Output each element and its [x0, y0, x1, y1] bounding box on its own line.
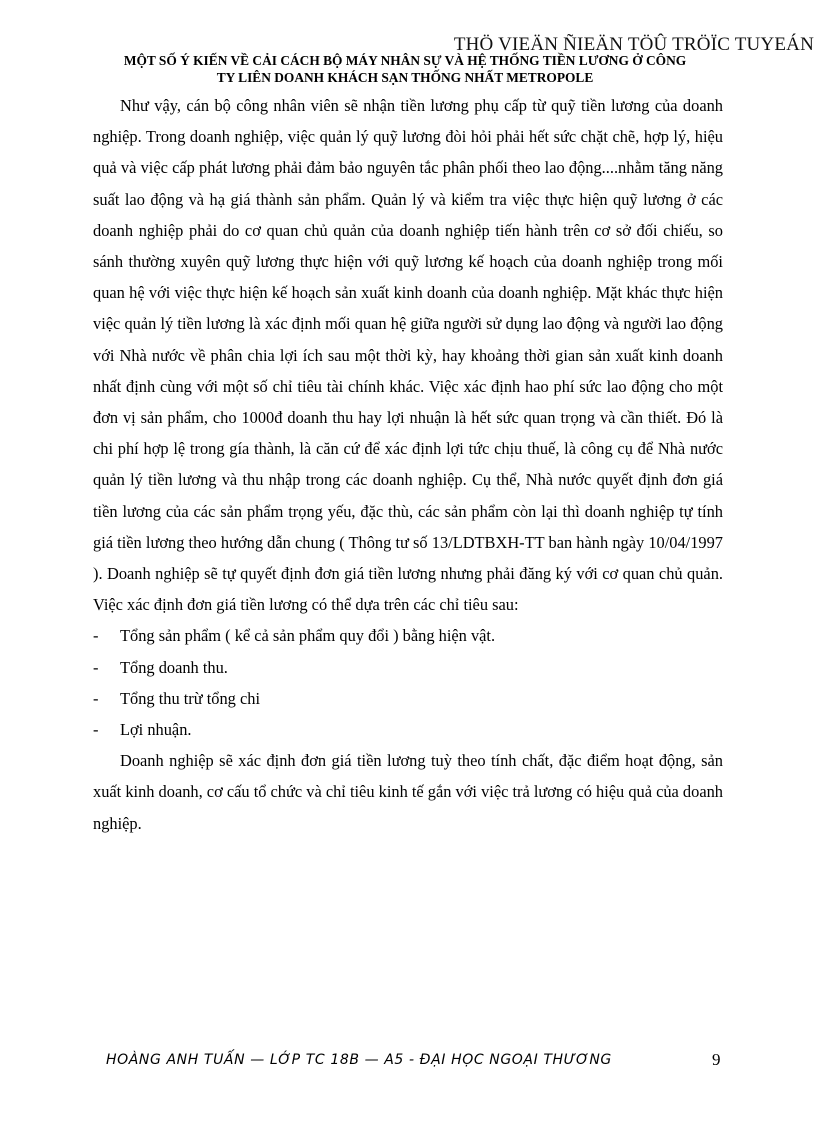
bullet-dash: -	[93, 626, 99, 646]
list-item-text: Tổng thu trừ tổng chi	[120, 688, 260, 708]
criteria-list	[93, 620, 723, 745]
document-header-title	[80, 52, 730, 86]
watermark-text: THÖ VIEÄN ÑIEÄN TÖÛ TRÖÏC TUYEÁN	[453, 34, 814, 55]
bullet-dash: -	[93, 688, 99, 708]
header-title-line-2: TY LIÊN DOANH KHÁCH SẠN THỐNG NHẤT METROPOLE	[216, 70, 594, 85]
list-item-text: Lợi nhuận.	[120, 720, 192, 740]
list-item	[93, 683, 723, 714]
document-body	[93, 90, 723, 839]
page-number: 9	[712, 1050, 721, 1069]
body-paragraph-2: Doanh nghiệp sẽ xác định đơn giá tiền lương tuỳ theo tính chất, đặc điểm hoạt động, sản xuất kinh doanh, cơ cấu tổ chức và chỉ tiêu kinh tế gắn với việc trả lương có hiệu quả của doanh nghiệp.	[93, 751, 723, 833]
bullet-dash: -	[93, 657, 99, 677]
list-item	[93, 714, 723, 745]
list-item	[93, 652, 723, 683]
list-item-text: Tổng doanh thu.	[120, 657, 228, 677]
list-item-text: Tổng sản phẩm ( kể cả sản phẩm quy đổi ) bằng hiện vật.	[120, 626, 496, 646]
body-paragraph-1: Như vậy, cán bộ công nhân viên sẽ nhận tiền lương phụ cấp từ quỹ tiền lương của doanh nghiệp. Trong doanh nghiệp, việc quản lý quỹ lương đòi hỏi phải hết sức chặt chẽ, hợp lý, hiệu quả và việc cấp phát lương phải đảm bảo nguyên tắc phân phối theo lao động....nhằm tăng năng suất lao động và hạ giá thành sản phẩm. Quản lý và kiểm tra việc thực hiện quỹ lương ở các doanh nghiệp phải do cơ quan chủ quản của doanh nghiệp tiến hành trên cơ sở đối chiếu, so sánh thường xuyên quỹ lương thực hiện với quỹ lương kế hoạch của doanh nghiệp trong mối quan hệ với việc thực hiện kế hoạch sản xuất kinh doanh của doanh nghiệp. Mặt khác thực hiện việc quản lý tiền lương là xác định mối quan hệ giữa người sử dụng lao động và người lao động với Nhà nước về phân chia lợi ích sau một thời kỳ, hay khoảng thời gian sản xuất kinh doanh nhất định cùng với một số chỉ tiêu tài chính khác. Việc xác định hao phí sức lao động cho một đơn vị sản phẩm, cho 1000đ doanh thu hay lợi nhuận là hết sức quan trọng và cần thiết. Đó là chi phí hợp lệ trong gía thành, là căn cứ để xác định lợi tức chịu thuế, là công cụ để Nhà nước quản lý tiền lương và thu nhập trong các doanh nghiệp. Cụ thể, Nhà nước quyết định đơn giá tiền lương của các sản phẩm trọng yếu, đặc thù, các sản phẩm còn lại thì doanh nghiệp tự tính giá tiền lương theo hướng dẫn chung ( Thông tư số 13/LDTBXH-TT ban hành ngày 10/04/1997 ). Doanh nghiệp sẽ tự quyết định đơn giá tiền lương nhưng phải đăng ký với cơ quan chủ quản. Việc xác định đơn giá tiền lương có thể dựa trên các chỉ tiêu sau:	[93, 96, 723, 615]
bullet-dash: -	[93, 720, 99, 740]
list-item	[93, 620, 723, 651]
header-title-line-1: MỘT SỐ Ý KIẾN VỀ CẢI CÁCH BỘ MÁY NHÂN SỰ VÀ HỆ THỐNG TIỀN LƯƠNG Ở CÔNG	[123, 53, 687, 68]
page-footer: HOÀNG ANH TUẤN — LỚP TC 18B — A5 - ĐẠI HỌC NGOẠI THƯƠNG	[106, 1052, 612, 1068]
